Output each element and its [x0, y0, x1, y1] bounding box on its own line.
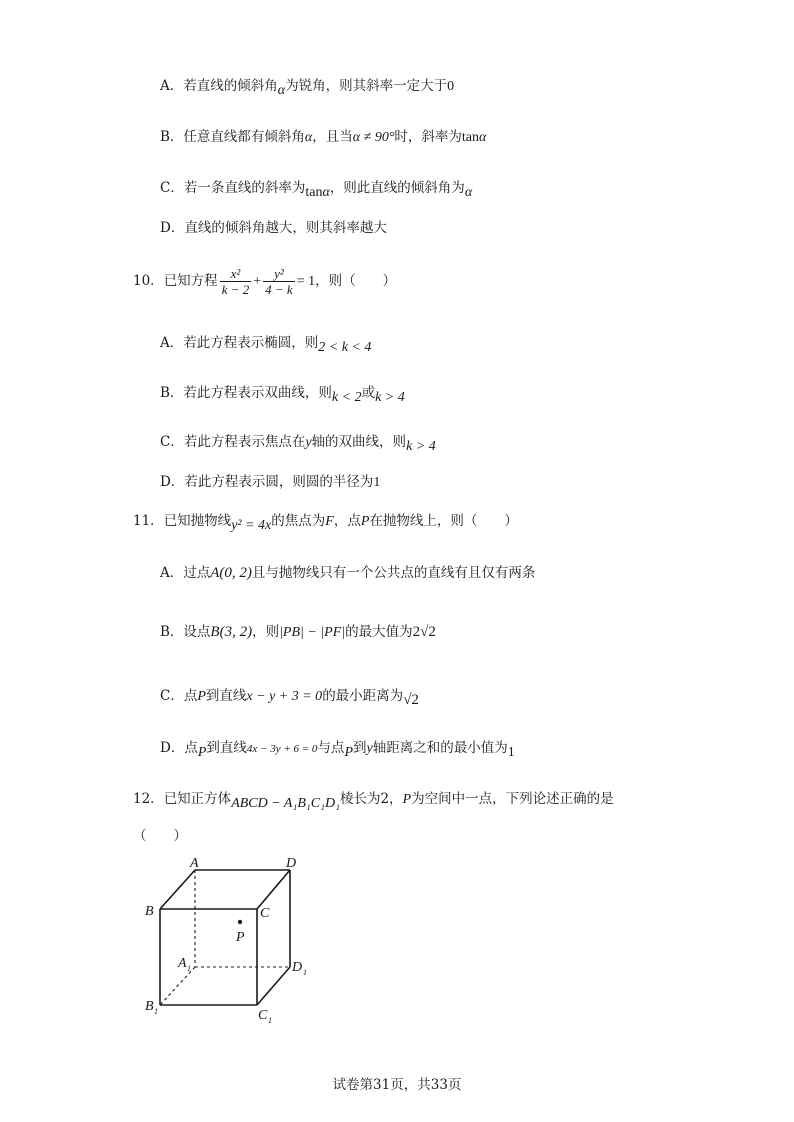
option-text: 轴的双曲线，则 — [311, 434, 407, 450]
math-alpha: α — [322, 185, 330, 200]
math-variable: P — [402, 792, 412, 807]
point-P — [238, 920, 242, 924]
math-point: A(0, 2) — [210, 565, 252, 581]
label-C1-sub: 1 — [268, 1016, 272, 1025]
option-text: 到 — [353, 740, 367, 756]
question-text: 已知抛物线 — [163, 513, 232, 529]
option-text: 过点 — [183, 565, 211, 581]
option-text: 轴距离之和的最小值为 — [372, 740, 508, 756]
q12-paren: （ ） — [133, 828, 187, 844]
fraction-numerator: x² — [220, 266, 252, 282]
edge-BA — [160, 870, 195, 909]
option-text: ，则 — [252, 624, 280, 640]
label-A1-sub: 1 — [187, 964, 191, 973]
math-equation: x − y + 3 = 0 — [246, 689, 323, 704]
math-tan: tan — [305, 185, 323, 200]
option-text: 点 — [183, 688, 198, 704]
option-text: 的最大值为 — [345, 624, 413, 640]
math-variable: P — [197, 745, 207, 760]
math-value: √2 — [403, 692, 419, 708]
option-text: 设点 — [183, 624, 211, 640]
question-number: 10． — [133, 273, 164, 289]
math-equation: y² = 4x — [231, 518, 272, 533]
label-C1: C — [258, 1008, 268, 1023]
math-plus: + — [253, 274, 262, 289]
math-inequality: k > 4 — [375, 390, 405, 405]
question-text: 为空间中一点，下列论述正确的是 — [411, 791, 614, 807]
option-text: 为锐角，则其斜率一定大于 — [285, 78, 448, 94]
option-label: C． — [160, 434, 184, 450]
option-text: 直线的倾斜角越大，则其斜率越大 — [184, 220, 387, 236]
option-text: 或 — [361, 385, 376, 401]
option-label: D． — [160, 220, 185, 236]
fraction-1 — [220, 266, 252, 297]
option-label: A． — [160, 565, 184, 581]
cube-figure — [140, 855, 320, 1025]
option-label: B． — [160, 624, 184, 640]
math-inequality: 2 < k < 4 — [318, 340, 372, 355]
math-number: 1 — [373, 475, 381, 490]
question-text: ，则（ ） — [315, 273, 397, 289]
fraction-denominator: k − 2 — [221, 282, 250, 297]
option-text: 点 — [184, 740, 198, 756]
label-P: P — [236, 930, 245, 945]
option-text: 到直线 — [206, 740, 247, 756]
q10-option-c — [160, 432, 436, 453]
option-text: 任意直线都有倾斜角 — [183, 129, 305, 145]
math-value: 1 — [507, 745, 515, 760]
option-text: 若此方程表示圆，则圆的半径为 — [184, 474, 374, 490]
label-D: D — [286, 856, 297, 871]
math-equation: 4x − 3y + 6 = 0 — [246, 743, 318, 755]
math-variable: y — [366, 741, 373, 756]
q12-stem — [133, 789, 614, 810]
math-variable: y — [305, 435, 312, 450]
fraction-numerator: y² — [263, 266, 295, 282]
q9-option-c — [160, 178, 472, 199]
option-text: 与点 — [317, 740, 345, 756]
math-value: 2√2 — [412, 624, 436, 640]
math-variable: P — [344, 745, 353, 760]
question-text: 棱长为2， — [339, 791, 403, 807]
option-label: B． — [160, 385, 184, 401]
label-C: C — [260, 906, 270, 921]
option-text: 若此方程表示焦点在 — [183, 434, 306, 450]
math-alpha: α — [479, 130, 487, 145]
edge-D1C1 — [257, 967, 290, 1005]
math-number: 0 — [447, 79, 455, 94]
math-equals: = 1 — [296, 274, 316, 289]
option-text: 的最小距离为 — [322, 688, 404, 704]
option-text: 到直线 — [205, 688, 247, 704]
option-text: ，且当 — [312, 129, 353, 145]
math-alpha: α — [277, 83, 286, 98]
math-tan: tan — [461, 130, 480, 145]
option-label: D． — [160, 740, 185, 756]
label-D1-sub: 1 — [303, 968, 307, 977]
option-text: 且与抛物线只有一个公共点的直线有且仅有两条 — [251, 565, 536, 581]
math-variable: P — [197, 689, 206, 704]
label-A1: A — [178, 956, 187, 971]
q10-option-d — [160, 472, 380, 493]
question-number: 12． — [133, 791, 164, 807]
q11-option-c — [160, 686, 419, 707]
edge-DC — [257, 870, 290, 909]
q11-option-a — [160, 563, 535, 583]
label-A: A — [190, 856, 199, 871]
math-inequality: k > 4 — [406, 439, 436, 454]
option-text: 若此方程表示椭圆，则 — [183, 335, 319, 351]
page-footer: 试卷第31页，共33页 — [332, 1077, 462, 1093]
question-text: 的焦点为 — [271, 513, 326, 529]
option-text: ，则此直线的倾斜角为 — [329, 180, 465, 196]
question-text: 已知方程 — [163, 273, 218, 289]
option-label: A． — [160, 335, 184, 351]
q10-option-b — [160, 383, 405, 404]
math-condition: α ≠ 90° — [352, 130, 395, 145]
math-cube-name: ABCD − A₁B₁C₁D₁ — [231, 796, 340, 811]
math-expression: |PB| − |PF| — [279, 625, 346, 640]
question-text: ，点 — [333, 513, 361, 529]
question-text: 已知正方体 — [163, 791, 232, 807]
option-label: D． — [160, 474, 185, 490]
label-B1-sub: 1 — [154, 1007, 158, 1016]
label-D1: D — [292, 960, 303, 975]
fraction-denominator: 4 − k — [265, 282, 293, 297]
option-text: 若此方程表示双曲线，则 — [183, 385, 332, 401]
option-label: A． — [160, 78, 184, 94]
option-text: 若直线的倾斜角 — [183, 78, 278, 94]
math-inequality: k < 2 — [331, 390, 362, 405]
option-text: 若一条直线的斜率为 — [183, 180, 306, 196]
q11-option-d — [160, 738, 515, 759]
option-label: B． — [160, 129, 184, 145]
q10-stem — [133, 264, 396, 299]
math-variable: F — [325, 514, 334, 529]
q9-option-a — [160, 76, 454, 97]
q9-option-b — [160, 127, 486, 148]
q9-option-d — [160, 218, 387, 238]
q11-stem — [133, 511, 518, 532]
option-text: 时，斜率为 — [394, 129, 462, 145]
label-B1: B — [145, 999, 154, 1014]
math-variable: P — [360, 514, 370, 529]
math-point: B(3, 2) — [210, 624, 253, 640]
label-B: B — [145, 904, 154, 919]
fraction-2 — [263, 266, 295, 297]
math-alpha: α — [304, 130, 313, 145]
option-label: C． — [160, 688, 184, 704]
question-text: 在抛物线上，则（ ） — [369, 513, 518, 529]
question-number: 11． — [133, 513, 164, 529]
q11-option-b — [160, 622, 436, 643]
option-label: C． — [160, 180, 184, 196]
q10-option-a — [160, 333, 371, 354]
math-alpha: α — [464, 185, 473, 200]
